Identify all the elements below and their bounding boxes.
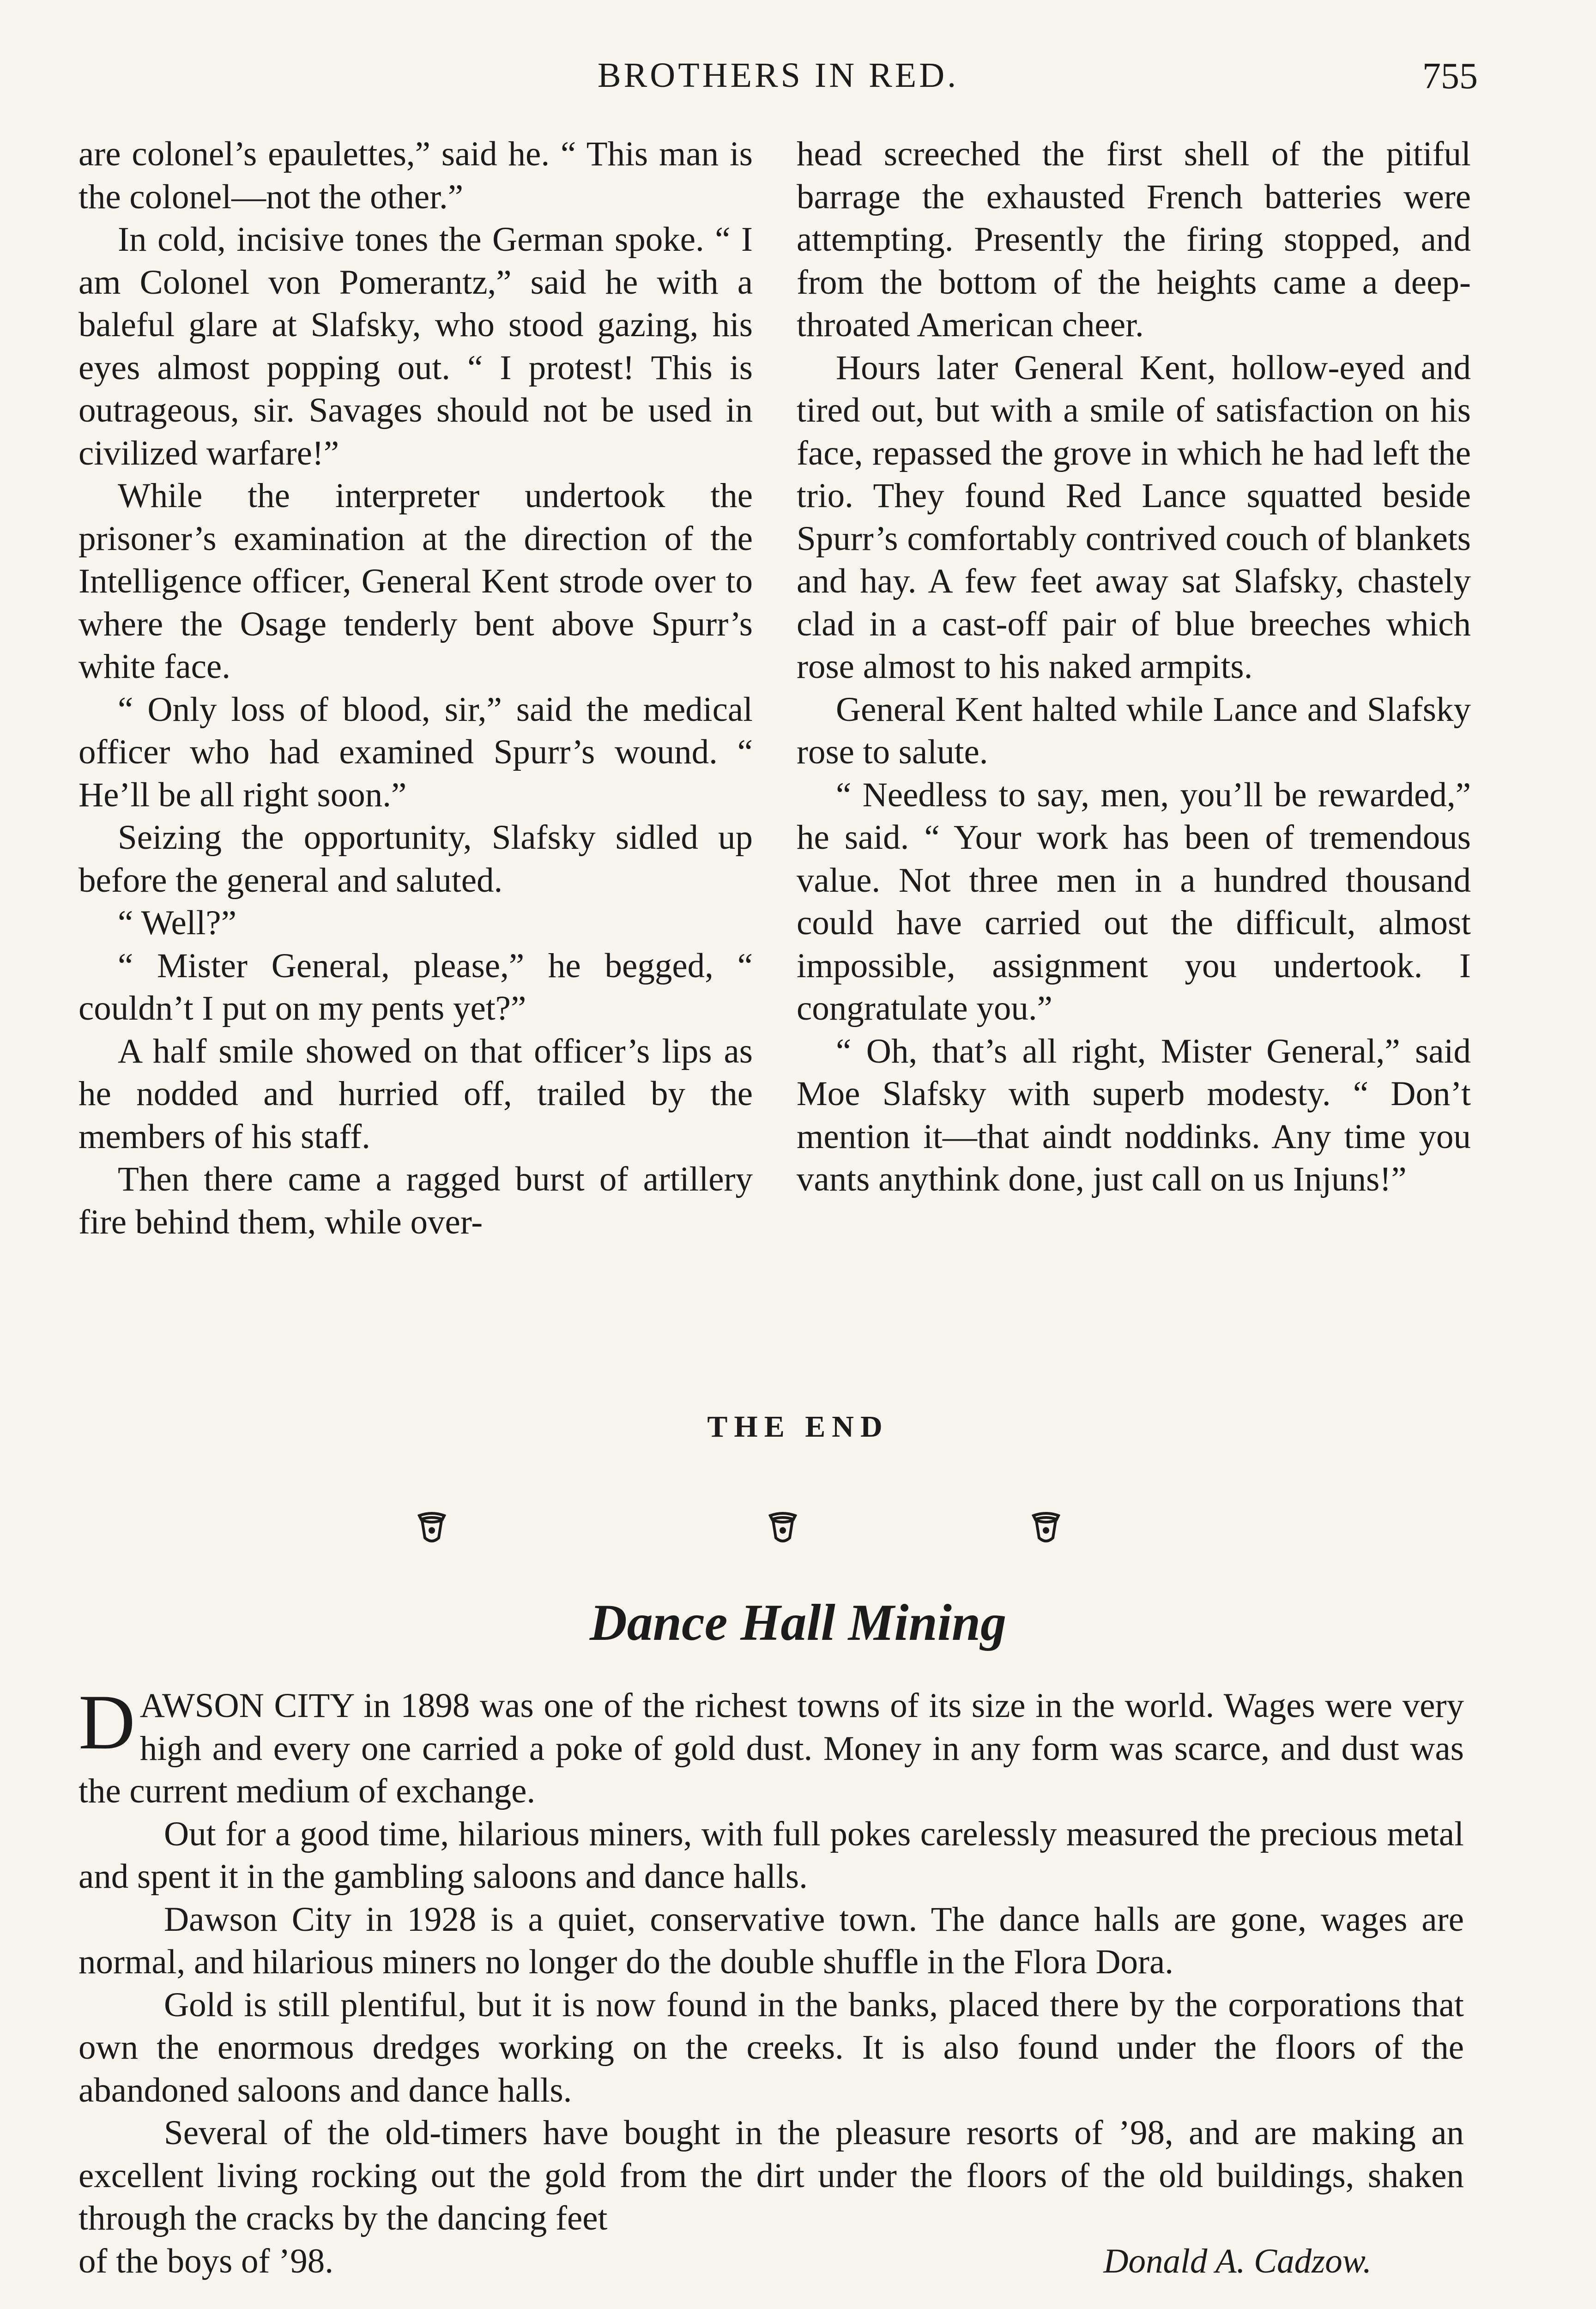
paragraph: In cold, incisive tones the German spoke. “ I am Colonel von Pomerantz,” said he with a baleful glare at Slafsky, who stood gazing, his eyes almost popping out. “ I protest! This is outrageous, sir. Savages should not be used in civilized warfare!”: [79, 220, 753, 472]
right-column: [797, 133, 1471, 1201]
paragraph: Seizing the opportunity, Slafsky sidled up before the general and saluted.: [79, 818, 753, 900]
running-head: [79, 55, 1478, 102]
paragraph: Out for a good time, hilarious miners, with full pokes carelessly measured the precious metal and spent it in the gambling saloons and dance halls.: [79, 1814, 1464, 1896]
fleuron-icon: [1030, 1510, 1062, 1547]
paragraph: head screeched the first shell of the pitiful barrage the exhausted French batteries were attempting. Presently the firing stopped, and from the bottom of the heights came a deep-throated American cheer.: [797, 135, 1471, 344]
paragraph: General Kent halted while Lance and Slafsky rose to salute.: [797, 690, 1471, 771]
running-title: BROTHERS IN RED.: [597, 56, 959, 95]
paragraph: “ Well?”: [118, 904, 237, 942]
first-paragraph-text: AWSON CITY in 1898 was one of the richest towns of its size in the world. Wages were very high and every one carried a poke of gold dust. Money in any form was scarce, and dust was the current medium of exchange.: [79, 1686, 1464, 1810]
left-column: [79, 133, 753, 1244]
paragraph: While the interpreter undertook the prisoner’s examination at the direction of the Intelligence officer, General Kent strode over to where the Osage tenderly bent above Spurr’s white face.: [79, 477, 753, 686]
article-title: Dance Hall Mining: [589, 1594, 1007, 1651]
paragraph: “ Only loss of blood, sir,” said the medical officer who had examined Spurr’s wound. “ He’ll be all right soon.”: [79, 690, 753, 814]
paragraph: Dawson City in 1928 is a quiet, conservative town. The dance halls are gone, wages are normal, and hilarious miners no longer do the double shuffle in the Flora Dora.: [79, 1900, 1464, 1981]
closing-line: [79, 2240, 1464, 2283]
paragraph: Gold is still plentiful, but it is now found in the banks, placed there by the corporations that own the enormous dredges working on the creeks. It is also found under the floors of the abandoned saloons and dance halls.: [79, 1985, 1464, 2110]
paragraph: A half smile showed on that officer’s lips as he nodded and hurried off, trailed by the members of his staff.: [79, 1032, 753, 1156]
paragraph: Hours later General Kent, hollow-eyed and tired out, but with a smile of satisfaction on his face, repassed the grove in which he had left the trio. They found Red Lance squatted beside Spurr’s comfortably contrived couch of blankets and hay. A few feet away sat Slafsky, chastely clad in a cast-off pair of blue breeches which rose almost to his naked armpits.: [797, 348, 1471, 686]
paragraph: are colonel’s epaulettes,” said he. “ This man is the colonel—not the other.”: [79, 135, 753, 216]
byline: Donald A. Cadzow.: [1103, 2242, 1372, 2280]
drop-cap: D: [79, 1679, 135, 1765]
article-first-paragraph: [79, 1679, 1464, 1813]
the-end-label: THE END: [707, 1410, 889, 1444]
closing-text: of the boys of ’98.: [79, 2242, 333, 2280]
paragraph: Several of the old-timers have bought in the pleasure resorts of ’98, and are making an excellent living rocking out the gold from the dirt under the floors of the old buildings, shaken through the cracks by the dancing feet: [79, 2114, 1464, 2237]
ornament-row: [416, 1510, 1155, 1556]
fleuron-icon: [767, 1510, 799, 1547]
fleuron-icon: [416, 1510, 448, 1547]
paragraph: “ Needless to say, men, you’ll be rewarded,” he said. “ Your work has been of tremendous value. Not three men in a hundred thousand could have carried out the difficult, almost impossible, assignment you undertook. I congratulate you.”: [797, 775, 1471, 1028]
paragraph: “ Mister General, please,” he begged, “ couldn’t I put on my pents yet?”: [79, 946, 753, 1028]
article-body: [79, 1679, 1464, 2283]
story-columns: [79, 133, 1482, 1408]
paragraph: “ Oh, that’s all right, Mister General,” said Moe Slafsky with superb modesty. “ Don’t mention it—that aindt noddinks. Any time you vants anythink done, just call on us Injuns!”: [797, 1032, 1471, 1198]
page-number: 755: [1422, 56, 1478, 97]
paragraph: Then there came a ragged burst of artillery fire behind them, while over-: [79, 1160, 753, 1241]
